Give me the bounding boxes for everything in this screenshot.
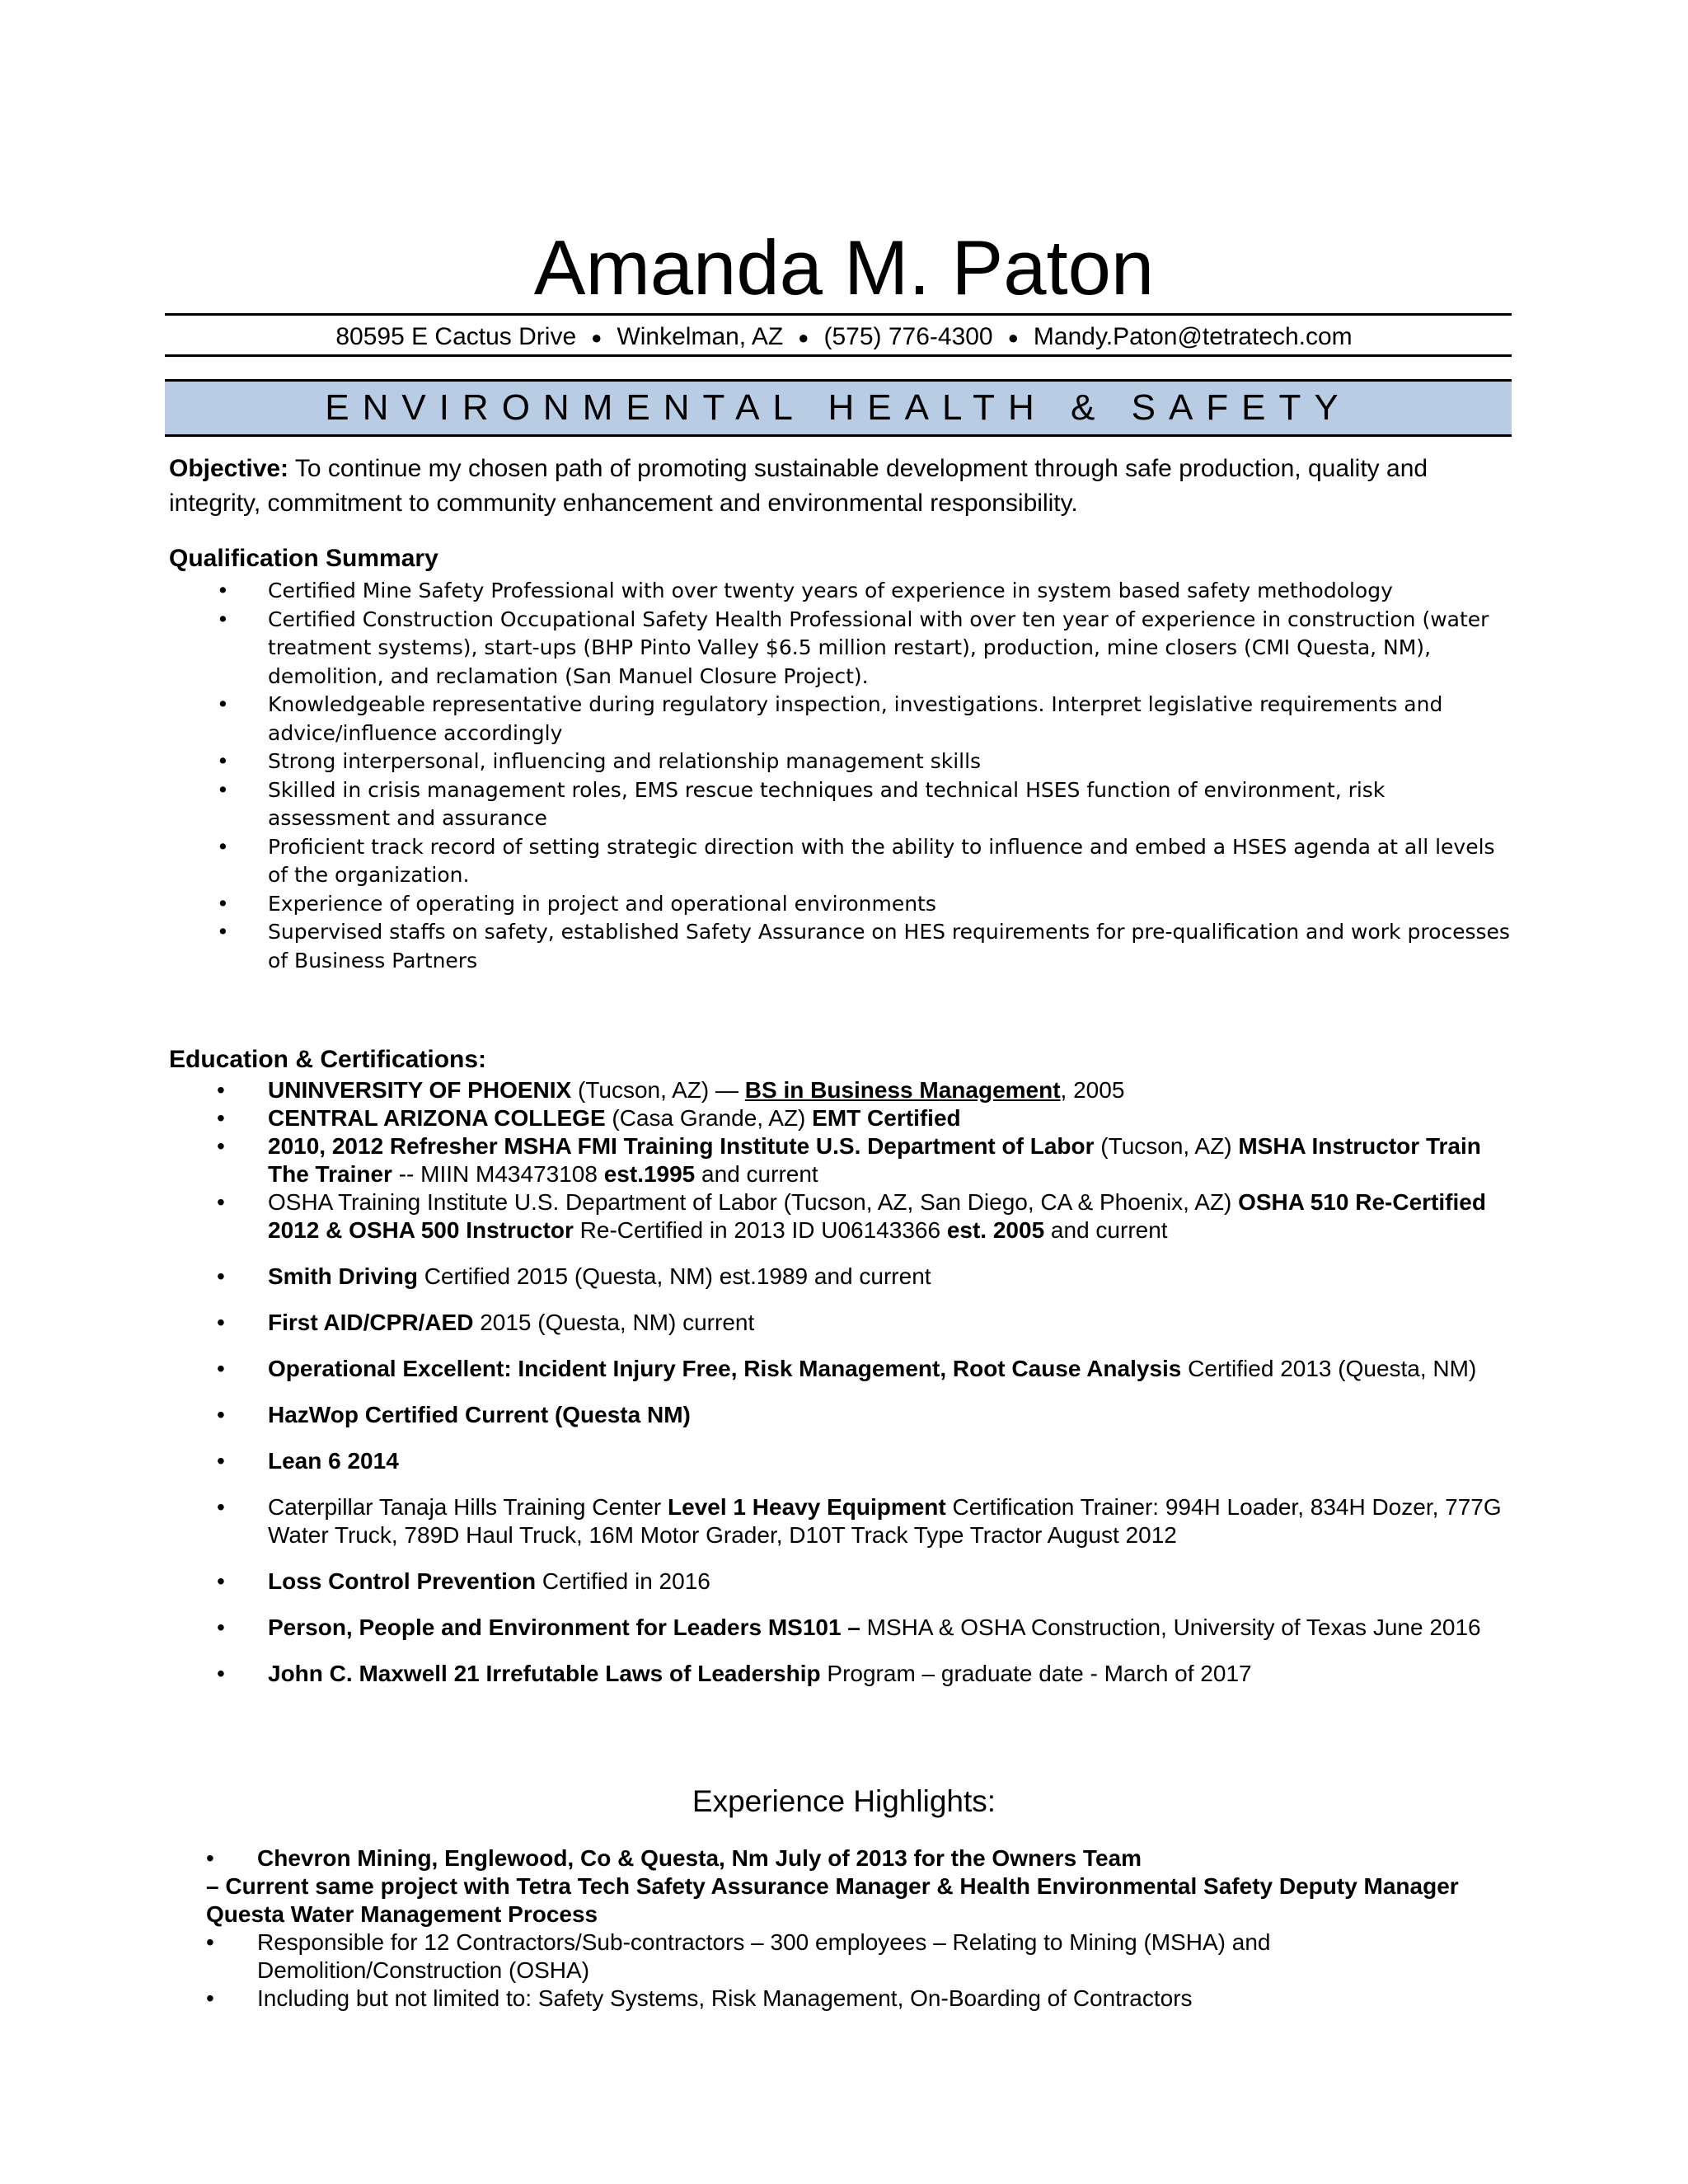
- list-item: [169, 606, 1512, 691]
- bullet-icon: •: [217, 1133, 225, 1159]
- bullet-icon: •: [217, 920, 229, 944]
- qualification-section: [169, 544, 1512, 975]
- list-item: • Lean 6 2014: [217, 1448, 399, 1474]
- bullet-icon: •: [217, 579, 229, 602]
- contact-address: 80595 E Cactus Drive: [335, 323, 577, 350]
- list-item: • Caterpillar Tanaja Hills Training Center Level 1 Heavy Equipment Certification Trainer: 994H Loader, 834H Dozer, 777G Water Truck, 789D Haul Truck, 16M Motor Grader, D10T Track Type Tractor August 2012: [217, 1494, 1502, 1548]
- contact-email: Mandy.Paton@tetratech.com: [1033, 323, 1353, 350]
- job-title: • Chevron Mining, Englewood, Co & Questa, Nm July of 2013 for the Owners Team: [206, 1845, 1142, 1871]
- bullet-icon: •: [217, 1105, 225, 1131]
- list-item: [169, 691, 1512, 748]
- bullet-icon: •: [217, 891, 229, 916]
- bullet-icon: •: [217, 1402, 225, 1427]
- bullet-icon: •: [217, 1189, 225, 1215]
- bullet-icon: •: [206, 1985, 214, 2011]
- header-rule-top: [165, 313, 1512, 316]
- list-item: [169, 890, 1512, 919]
- list-item: • Person, People and Environment for Leaders MS101 – MSHA & OSHA Construction, University of Texas June 2016: [217, 1615, 1481, 1640]
- item-text: Certified Construction Occupational Safety Health Professional with over ten year of experience in construction (water treatment systems), start-ups (BHP Pinto Valley $6.5 million restart), production, mine closers (CMI Questa, NM), demolition, and reclamation (San Manuel Closure Project).: [268, 607, 1489, 688]
- bullet-icon: •: [217, 607, 229, 631]
- list-item: • CENTRAL ARIZONA COLLEGE (Casa Grande, AZ) EMT Certified: [217, 1105, 961, 1131]
- bullet-icon: •: [217, 777, 229, 802]
- list-item: • Responsible for 12 Contractors/Sub-contractors – 300 employees – Relating to Mining (MSHA) and Demolition/Construction (OSHA): [206, 1929, 1271, 1983]
- item-text: Skilled in crisis management roles, EMS rescue techniques and technical HSES function of environment, risk assessment and assurance: [268, 777, 1386, 830]
- qualification-heading: Qualification Summary: [169, 545, 438, 572]
- bullet-icon: •: [217, 834, 229, 859]
- bullet-icon: •: [217, 1310, 225, 1335]
- bullet-icon: •: [217, 749, 229, 773]
- contact-phone: (575) 776-4300: [823, 323, 993, 350]
- separator-dot: ●: [1007, 327, 1019, 349]
- bullet-icon: •: [217, 1077, 225, 1103]
- profession-banner: ENVIRONMENTAL HEALTH & SAFETY: [165, 379, 1512, 437]
- bullet-icon: •: [206, 1929, 214, 1955]
- item-text: Supervised staffs on safety, established Safety Assurance on HES requirements for pre-qualification and work processes of Business Partners: [268, 920, 1510, 972]
- item-text: Knowledgeable representative during regulatory inspection, investigations. Interpret legislative requirements and advice/influence accordingly: [268, 692, 1443, 745]
- list-item: • Including but not limited to: Safety Systems, Risk Management, On-Boarding of Contractors: [206, 1985, 1193, 2011]
- bullet-icon: •: [217, 1263, 225, 1289]
- bullet-icon: •: [217, 1356, 225, 1381]
- list-item: • 2010, 2012 Refresher MSHA FMI Training Institute U.S. Department of Labor (Tucson, AZ) MSHA Instructor Train The Trainer -- MIIN M43473108 est.1995 and current: [217, 1133, 1481, 1187]
- qualification-list: [169, 577, 1512, 975]
- list-item: • HazWop Certified Current (Questa NM): [217, 1402, 691, 1427]
- list-item: • First AID/CPR/AED 2015 (Questa, NM) current: [217, 1310, 755, 1335]
- contact-line: [0, 321, 1688, 354]
- bullet-icon: •: [217, 1494, 225, 1520]
- experience-list: [206, 1844, 1517, 1872]
- bullet-icon: •: [217, 1615, 225, 1640]
- list-item: • OSHA Training Institute U.S. Department of Labor (Tucson, AZ, San Diego, CA & Phoenix, AZ) OSHA 510 Re-Certified 2012 & OSHA 500 Instructor Re-Certified in 2013 ID U06143366 est. 2005 and current: [217, 1189, 1486, 1243]
- education-list: [169, 1076, 1512, 1688]
- bullet-icon: •: [217, 1568, 225, 1594]
- education-section: [169, 1045, 1512, 1688]
- experience-duties: [206, 1929, 1517, 2013]
- list-item: [169, 577, 1512, 606]
- header-rule-bottom: [165, 354, 1512, 357]
- item-text: Certified Mine Safety Professional with over twenty years of experience in system based safety methodology: [268, 579, 1393, 602]
- experience-heading: Experience Highlights:: [692, 1784, 996, 1818]
- job-description: – Current same project with Tetra Tech Safety Assurance Manager & Health Environmental Safety Deputy Manager Questa Water Management Process: [206, 1873, 1459, 1927]
- list-item: [169, 833, 1512, 890]
- list-item: • UNINVERSITY OF PHOENIX (Tucson, AZ) — BS in Business Management, 2005: [217, 1077, 1125, 1103]
- education-heading: Education & Certifications:: [169, 1046, 487, 1073]
- list-item: [169, 776, 1512, 833]
- item-text: Strong interpersonal, influencing and relationship management skills: [268, 749, 982, 773]
- list-item: • Operational Excellent: Incident Injury Free, Risk Management, Root Cause Analysis Certified 2013 (Questa, NM): [217, 1356, 1477, 1381]
- applicant-name: Amanda M. Paton: [533, 224, 1155, 311]
- list-item: [169, 918, 1512, 975]
- bullet-icon: •: [206, 1845, 214, 1871]
- item-text: Proficient track record of setting strategic direction with the ability to influence and embed a HSES agenda at all levels of the organization.: [268, 834, 1495, 887]
- contact-city: Winkelman, AZ: [617, 323, 784, 350]
- experience-section: [206, 1844, 1517, 2013]
- objective-text: To continue my chosen path of promoting sustainable development through safe production, quality and integrity, commitment to community enhancement and environmental responsibility.: [169, 455, 1428, 517]
- objective-section: [169, 452, 1512, 521]
- bullet-icon: •: [217, 1661, 225, 1686]
- item-text: Experience of operating in project and operational environments: [268, 891, 936, 916]
- list-item: • Loss Control Prevention Certified in 2016: [217, 1568, 710, 1594]
- list-item: [169, 748, 1512, 776]
- separator-dot: ●: [798, 327, 809, 349]
- bullet-icon: •: [217, 1448, 225, 1474]
- list-item: • John C. Maxwell 21 Irrefutable Laws of Leadership Program – graduate date - March of 2017: [217, 1661, 1252, 1686]
- bullet-icon: •: [217, 692, 229, 716]
- objective-label: Objective:: [169, 455, 289, 482]
- separator-dot: ●: [591, 327, 603, 349]
- list-item: • Smith Driving Certified 2015 (Questa, NM) est.1989 and current: [217, 1263, 931, 1289]
